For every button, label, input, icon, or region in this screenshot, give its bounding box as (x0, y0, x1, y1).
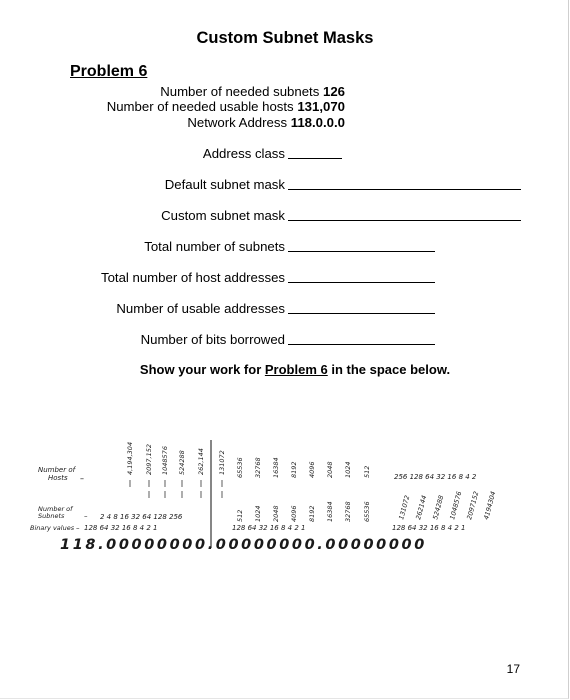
hosts-value: 1024 (344, 461, 352, 478)
hosts-value: 262144 (414, 494, 429, 521)
show-work-instruction: Show your work for Problem 6 in the space below. (139, 362, 451, 377)
show-work-problem-link: Problem 6 (264, 362, 328, 377)
hosts-value: 512 (236, 509, 244, 522)
hosts-value: 4096 (308, 461, 316, 478)
hosts-value: 512 (363, 465, 371, 478)
binary-group-3: 128 64 32 16 8 4 2 1 (392, 524, 466, 532)
hosts-value: 65536 (236, 457, 244, 478)
hosts-value: 16384 (272, 457, 280, 478)
hosts-value: 2048 (272, 505, 280, 522)
hosts-value: 1024 (254, 505, 262, 522)
binary-label: Binary values (30, 524, 75, 532)
hosts-value: 4194304 (482, 490, 498, 521)
page-title: Custom Subnet Masks (196, 29, 374, 47)
given-subnets-value: 126 (322, 84, 345, 99)
hosts-value: 4096 (290, 505, 298, 522)
hosts-group-3 (397, 490, 497, 520)
hosts-value: 262,144 (197, 448, 205, 475)
hosts-value: 16384 (326, 501, 334, 522)
binary-group-1: 128 64 32 16 8 4 2 1 (84, 524, 158, 532)
given-network-label: Network Address (187, 115, 288, 130)
given-hosts-label: Number of needed usable hosts (106, 99, 294, 114)
hosts-value: 1048576 (448, 490, 464, 521)
hosts-value: 131072 (397, 494, 412, 521)
hosts-value: 8192 (308, 505, 316, 522)
given-hosts-value: 131,070 (297, 99, 345, 114)
subnets-row: 2 4 8 16 32 64 128 256 (100, 513, 183, 521)
page-number: 17 (506, 662, 520, 676)
hosts-value: 32768 (344, 501, 352, 522)
binary-dash: – (76, 524, 80, 532)
subnets-label-1: Number of (38, 505, 73, 513)
hosts-value: 2048 (326, 461, 334, 478)
subnets-label-2: Subnets (38, 512, 65, 520)
hosts-value: 131072 (218, 450, 226, 475)
hosts-label-1: Number of (38, 466, 76, 474)
given-network-value: 118.0.0.0 (290, 115, 345, 130)
hosts-value: 8192 (290, 461, 298, 478)
hosts-value: 2097152 (465, 490, 481, 521)
subnets-dash: – (84, 512, 88, 520)
hosts-value: 32768 (254, 457, 262, 478)
hosts-value: 524288 (178, 450, 186, 475)
hosts-value: 524288 (431, 494, 446, 521)
tick-marks (130, 480, 222, 498)
binary-group-2: 128 64 32 16 8 4 2 1 (232, 524, 306, 532)
hosts-group-2 (236, 457, 371, 478)
hosts-value: 4,194,304 (126, 441, 134, 475)
hosts-row-3: 256 128 64 32 16 8 4 2 (394, 473, 477, 481)
hosts-label-2: Hosts (48, 474, 68, 482)
hosts-dash: – (80, 474, 84, 483)
problem-heading: Problem 6 (70, 63, 148, 80)
hosts-value: 1048576 (161, 446, 169, 475)
hosts-value: 2097,152 (145, 443, 153, 475)
given-subnets-label: Number of needed subnets (160, 84, 320, 99)
hosts-value: 65536 (363, 501, 371, 522)
hosts-group-2b (236, 501, 371, 522)
address-binary: 118.00000000.00000000.00000000 (60, 537, 427, 553)
